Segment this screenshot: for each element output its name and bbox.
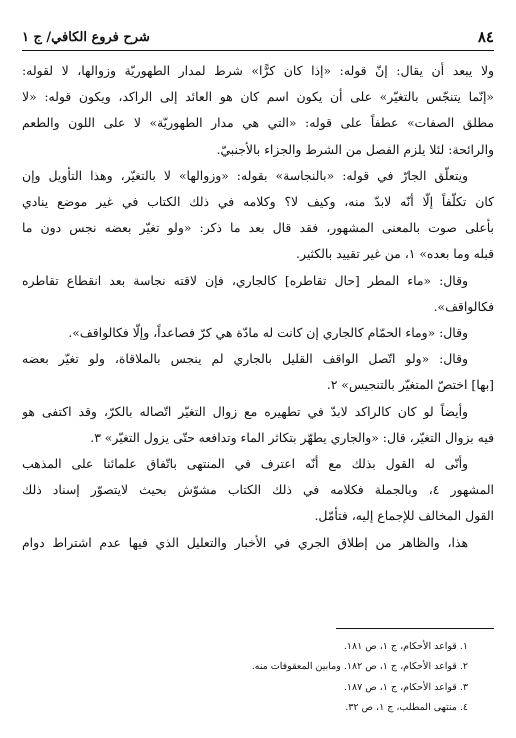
text-line: هذا، والظاهر من إطلاق الجري في الأخبار والتعليل الذي فيها عدم اشتراط دوام [22,534,468,550]
text-line: ولا يبعد أن يقال: إنّ قوله: «إذا كان كرًّا» شرط لمدار الطهوريّة وزوالها، لا لقوله: [22,63,494,78]
text-line: المشهور ٤، وبالجملة فكلامه في ذلك الكتاب مشوّش بحيث لايتصوّر إسناد ذلك [22,482,494,498]
footnote: ٤. منتهى المطلب، ج ١، ص ٣٢. [345,702,468,714]
text-line: ويتعلّق الجارّ في قوله: «بالنجاسة» بقوله: «وزوالها» لا بالتغيّر، وهذا التأويل وإن [22,167,468,183]
page-number: ٨٤ [477,28,494,46]
body-text [22,58,494,556]
text-line: «إنّما يتنجّس بالتغيّر» على أن يكون اسم كان هو العائد إلى الراكد، ويكون قوله: «لا [22,89,494,105]
text-line: وقال: «ماء المطر [حال تقاطره] كالجاري، فإن لاقته نجاسة بعد انقطاع تقاطره [22,272,468,288]
text-line: القول المخالف للإجماع إليه، فتأمّل. [314,508,494,524]
text-line: مطلق الصفات» عطفاً على قوله: «التي هي مدار الطهوريّة» لا على اللون والطعم [22,115,494,131]
page-header [22,26,494,48]
footnote: ٢. قواعد الأحكام، ج ١، ص ١٨٢. ومابين المعقوفات منه. [251,661,468,673]
footnote-rule [336,628,494,629]
text-line: فكالواقف». [433,298,494,314]
text-line: وأنّى له القول بذلك مع أنّه اعترف في المنتهى باتّفاق علمائنا على المذهب [22,456,468,472]
text-line: كان تكلّفاً إلّا أنّه لابدّ منه، وكيف لا؟ وكلامه في ذلك الكتاب في غير موضع ينادي [22,194,494,210]
text-line: وقال: «وماء الحمّام كالجاري إن كانت له مادّة هي كرّ فصاعداً، وإلّا فكالواقف». [68,325,468,341]
text-line: والرائحة: لئلا يلزم الفصل من الشرط والجزاء بالأجنبيّ. [216,141,494,157]
footnote: ٣. قواعد الأحكام، ج ١، ص ١٨٧. [343,681,468,693]
text-line: بأعلى صوت بالمعنى المشهور، فقد قال بعد ما ذكر: «ولو تغيّر بعضه نجس دون ما [22,220,494,236]
footnotes [22,637,494,719]
text-line: [بها] اختصّ المتغيّر بالتنجيس» ٢. [326,377,494,393]
text-line: وأيضاً لو كان كالراكد لابدّ في تطهيره مع زوال التغيّر اتّصاله بالكرّ، وقد اكتفى هو [22,403,468,419]
text-line: وقال: «ولو اتّصل الواقف القليل بالجاري لم ينجس بالملاقاة، ولو تغيّر بعضه [22,351,468,367]
footnote: ١. قواعد الأحكام، ج ١، ص ١٨١. [343,641,468,652]
header-rule [22,50,494,51]
running-title: شرح فروع الكافي/ ج ١ [22,29,150,45]
text-line: قبله وما بعده» ١، من غير تقييد بالكثير. [296,246,494,262]
text-line: فيه بزوال التغيّر، قال: «والجاري يطهّر بتكاثر الماء وتدافعه حتّى يزول التغيّر» ٣. [90,429,494,445]
